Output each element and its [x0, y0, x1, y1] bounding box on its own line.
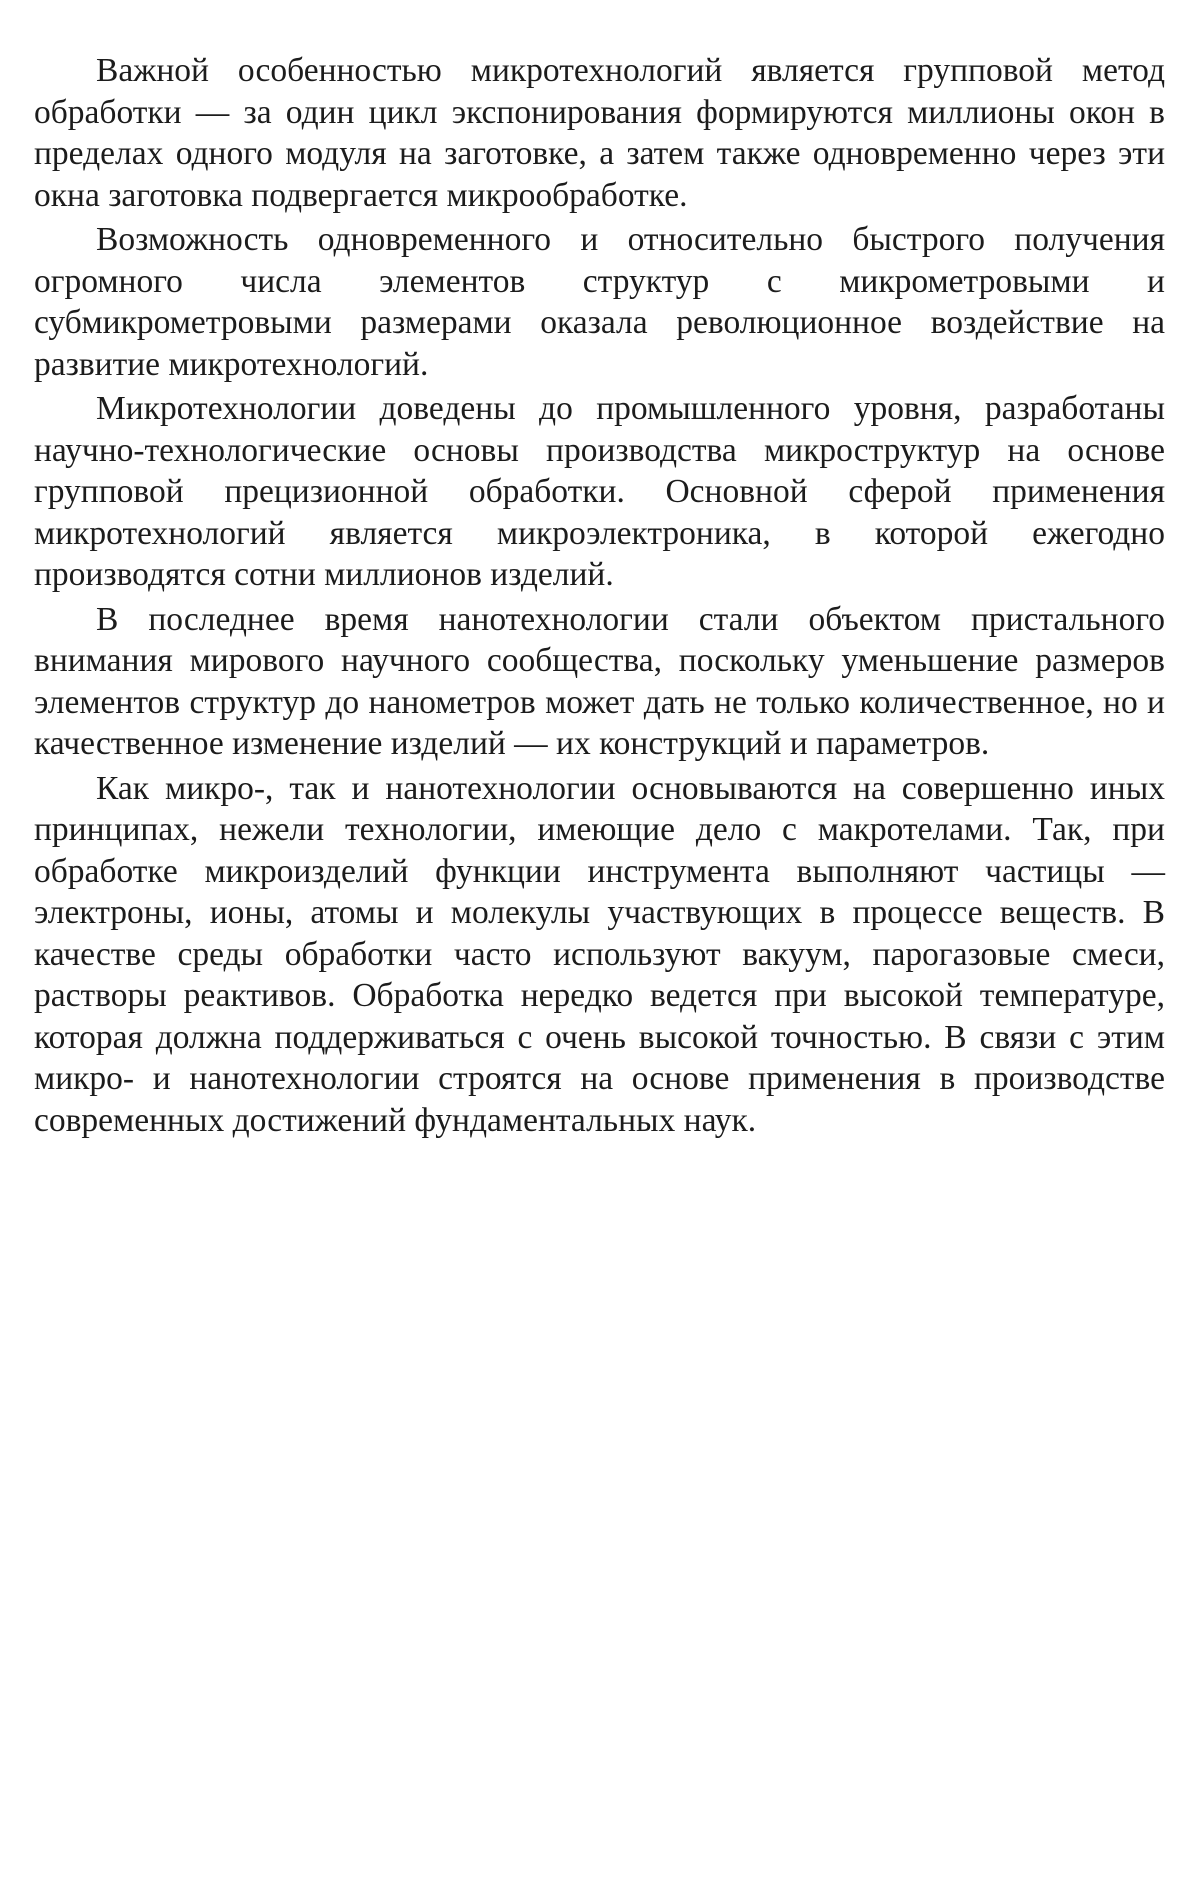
paragraph-principles: Как микро-, так и нанотехнологии основываются на совершенно иных принципах, нежели технологии, имеющие дело с макротелами. Так, при обработке микроизделий функции инструмента выполняют частицы — электроны, ионы, атомы и молекулы участвующих в процессе веществ. В качестве среды обработки часто используют вакуум, парогазовые смеси, растворы реактивов. Обработка нередко ведется при высокой температуре, которая должна поддерживаться с очень высокой точностью. В связи с этим микро- и нанотехнологии строятся на основе применения в производстве современных достижений фундаментальных наук.: [34, 769, 1165, 1139]
paragraph-nanotechnology-attention: В последнее время нанотехнологии стали объектом пристального внимания мирового научного сообщества, поскольку уменьшение размеров элементов структур до нанометров может дать не только количественное, но и качественное изменение изделий — их конструкций и параметров.: [34, 600, 1165, 762]
paragraph-revolutionary-impact: Возможность одновременного и относительно быстрого получения огромного числа элементов структур с микрометровыми и субмикрометровыми размерами оказала революционное воздействие на развитие микротехнологий.: [34, 221, 1165, 383]
paragraph-group-processing: Важной особенностью микротехнологий является групповой метод обработки — за один цикл экспонирования формируются миллионы окон в пределах одного модуля на заготовке, а затем также одновременно через эти окна заготовка подвергается микрообработке.: [34, 52, 1165, 214]
document-page: [34, 50, 1165, 1144]
paragraph-industrial-level: Микротехнологии доведены до промышленного уровня, разработаны научно-технологические основы производства микроструктур на основе групповой прецизионной обработки. Основной сферой применения микротехнологий является микроэлектроника, в которой ежегодно производятся сотни миллионов изделий.: [34, 390, 1165, 593]
